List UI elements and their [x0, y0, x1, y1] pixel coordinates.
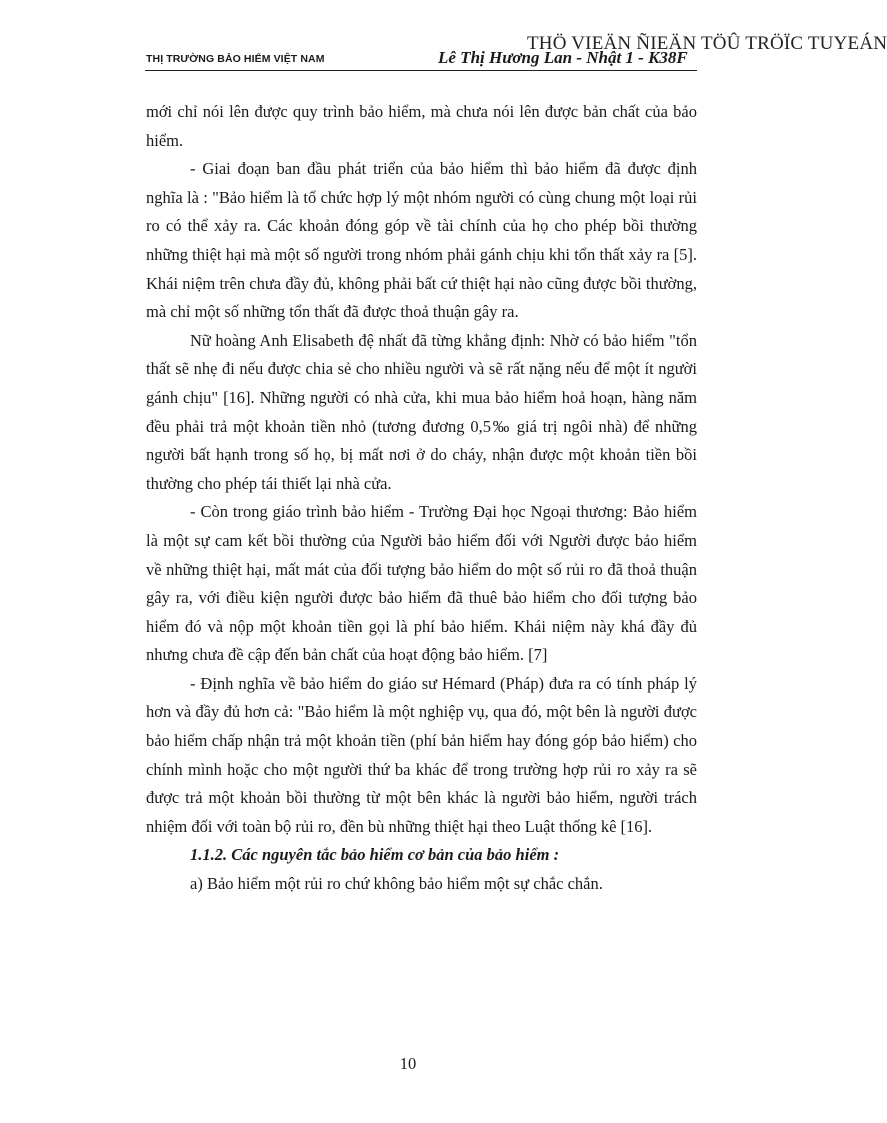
paragraph: - Giai đoạn ban đầu phát triển của bảo hiểm thì bảo hiểm đã được định nghĩa là : "Bảo hiểm là tổ chức hợp lý một nhóm người có cùng chung một loại rủi ro có thể xảy ra. Các khoản đóng góp về tài chính của họ cho phép bồi thường những thiệt hại mà một số người trong nhóm phải gánh chịu khi tổn thất xảy ra [5]. Khái niệm trên chưa đầy đủ, không phải bất cứ thiệt hại nào cũng được bồi thường, mà chỉ một số những tổn thất đã được thoả thuận gây ra.	[146, 159, 697, 322]
header-left-title: THỊ TRƯỜNG BẢO HIỂM VIỆT NAM	[146, 53, 325, 65]
paragraph: - Định nghĩa về bảo hiểm do giáo sư Hémard (Pháp) đưa ra có tính pháp lý hơn và đầy đủ hơn cả: "Bảo hiểm là một nghiệp vụ, qua đó, một bên là người được bảo hiểm chấp nhận trả một khoản tiền (phí bản hiểm hay đóng góp bảo hiểm) cho chính mình hoặc cho một người thứ ba khác để trong trường hợp rủi ro xảy ra sẽ được trả một khoản bồi thường từ một bên khác là người bảo hiểm, người trách nhiệm đối với toàn bộ rủi ro, đền bù những thiệt hại theo Luật thống kê [16].	[146, 673, 697, 836]
paragraph: Nữ hoàng Anh Elisabeth đệ nhất đã từng khẳng định: Nhờ có bảo hiểm "tổn thất sẽ nhẹ đi nếu được chia sẻ cho nhiều người và sẽ rất nặng nếu để một ít người gánh chịu" [16]. Những người có nhà cửa, khi mua bảo hiểm hoả hoạn, hàng năm đều phải trả một khoản tiền nhỏ (tương đương 0,5‰ giá trị ngôi nhà) để những người bất hạnh trong số họ, bị mất nơi ở do cháy, nhận được một khoản tiền bồi thường cho phép tái thiết lại nhà cửa.	[146, 330, 697, 493]
watermark: THÖ VIEÄN ÑIEÄN TÖÛ TRÖÏC TUYEÁN	[527, 33, 887, 54]
paragraph: - Còn trong giáo trình bảo hiểm - Trường Đại học Ngoại thương: Bảo hiểm là một sự cam kết bồi thường của Người bảo hiểm đối với Người được bảo hiểm về những thiệt hại, mất mát của đối tượng bảo hiểm do một số rủi ro đã thoả thuận gây ra, với điều kiện người được bảo hiểm đã thuê bảo hiểm cho đối tượng bảo hiểm đó và nộp một khoản tiền gọi là phí bảo hiểm. Khái niệm này khá đầy đủ nhưng chưa đề cập đến bản chất của hoạt động bảo hiểm. [7]	[146, 502, 697, 665]
section-heading: 1.1.2. Các nguyên tắc bảo hiểm cơ bản của bảo hiểm :	[190, 845, 560, 865]
header-rule	[145, 70, 697, 71]
paragraph: a) Bảo hiểm một rủi ro chứ không bảo hiểm một sự chắc chắn.	[190, 874, 603, 894]
page-body	[146, 98, 697, 899]
header-author: Lê Thị Hương Lan - Nhật 1 - K38F	[438, 48, 688, 67]
paragraph: mới chỉ nói lên được quy trình bảo hiểm, mà chưa nói lên được bản chất của bảo hiểm.	[146, 102, 697, 150]
page-number: 10	[399, 1054, 417, 1073]
